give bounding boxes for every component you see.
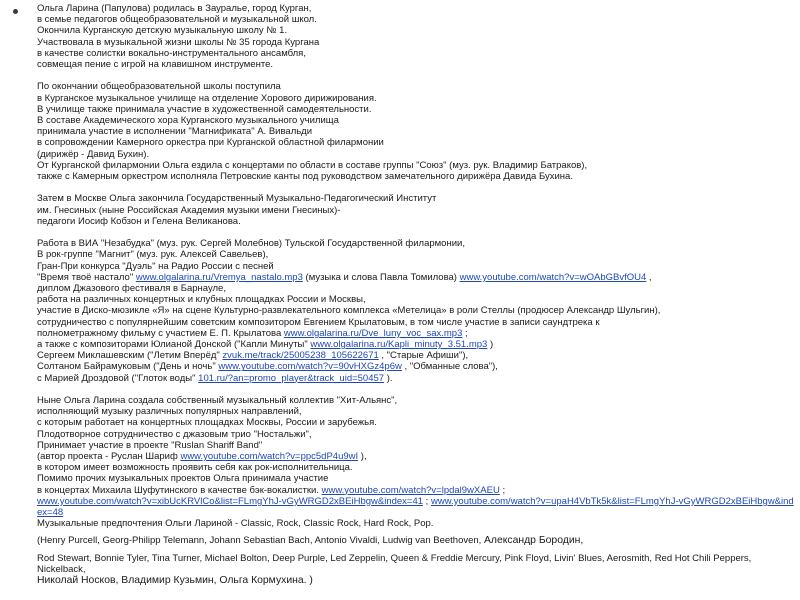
text-line: в котором имеет возможность проявить себя как рок-исполнительница.: [37, 462, 353, 474]
paragraph-gap: [37, 384, 795, 395]
text-fragment: Сергеем Миклашевским ("Летим Вперёд": [37, 350, 223, 362]
text-line: принимала участие в исполнении "Магнификата" А. Вивальди: [37, 126, 313, 138]
text-fragment: ;: [462, 327, 468, 339]
text-fragment: ).: [384, 372, 393, 384]
text-line: исполняющий музыку различных популярных направлений,: [37, 406, 302, 418]
text-line: участие в Диско-мюзикле «Я» на сцене Культурно-развлекательного комплекса «Метелица» в роли Стеллы (продюсер Александр Шульгин),: [37, 305, 661, 317]
text-line: диплом Джазового фестиваля в Барнауле,: [37, 283, 226, 295]
biography-text: [37, 3, 795, 586]
text-line: Работа в ВИА "Незабудка" (муз. рук. Сергей Молебнов) Тульской Государственной филармонии,: [37, 238, 465, 250]
text-line: (дирижёр - Давид Бухин).: [37, 148, 150, 160]
text-line-with-links: [37, 496, 795, 518]
text-fragment: полнометражному фильму с участием Е. П. Крылатова: [37, 327, 284, 339]
text-line-with-links: [37, 485, 795, 496]
text-line: От Курганской филармонии Ольга ездила с концертами по области в составе группы "Союз" (муз. рук. Владимир Батраков),: [37, 159, 588, 171]
text-line: В рок-группе "Магнит" (муз. рук. Алексей Савельев),: [37, 249, 269, 261]
text-line-with-links: [37, 373, 795, 384]
text-fragment: Александр Бородин,: [483, 535, 584, 547]
text-line: педагоги Иосиф Кобзон и Гелена Великанова.: [37, 215, 241, 227]
text-line: Rod Stewart, Bonnie Tyler, Tina Turner, Michael Bolton, Deep Purple, Led Zeppelin, Queen & Freddie Mercury, Pink Floyd, Livin' Blues, Aerosmith, Red Hot Chili Peppers, Nickelback,: [37, 552, 752, 575]
text-line: Николай Носков, Владимир Кузьмин, Ольга Кормухина. ): [37, 575, 313, 587]
text-fragment: "Время твоё настало": [37, 271, 136, 283]
text-fragment: (Henry Purcell, Georg-Philipp Telemann, Johann Sebastian Bach, Antonio Vivaldi, Ludwig van Beethoven,: [37, 535, 484, 547]
text-line-with-links: [37, 350, 795, 361]
text-line: в сопровождении Камерного оркестра при Курганской областной филармонии: [37, 137, 384, 149]
youtube-link-shufutinsky-2[interactable]: www.youtube.com/watch?v=xibUcKRVlCo&list=FLmgYhJ-vGyWRGD2xBEiHbgw&index=41: [37, 495, 424, 507]
text-line: с которым работает на концертных площадках Москвы, России и зарубежья.: [37, 417, 377, 429]
text-fragment: с Марией Дроздовой ("Глоток воды": [37, 372, 199, 384]
youtube-link-vremya-nastalo[interactable]: www.youtube.com/watch?v=wOAbGBvfOU4: [459, 271, 647, 283]
text-line: Ныне Ольга Ларина создала собственный музыкальный коллектив "Хит-Альянс",: [37, 395, 398, 407]
text-line: Принимает участие в проекте "Ruslan Shariff Band": [37, 439, 263, 451]
text-line: Затем в Москве Ольга закончила Государственный Музыкально-Педагогический Институт: [37, 193, 437, 205]
text-line: в семье педагогов общеобразовательной и музыкальной школ.: [37, 14, 317, 26]
text-line-with-links: [37, 361, 795, 372]
text-line-with-links: [37, 328, 795, 339]
text-line: Ольга Ларина (Папулова) родилась в Зауралье, город Курган,: [37, 3, 312, 14]
text-fragment: ;: [423, 495, 431, 507]
text-line: также с Камерным оркестром исполняла Петровские канты под руководством замечательного дирижёра Давида Бухина.: [37, 171, 573, 183]
text-line: Участвовала в музыкальной жизни школы № 35 города Кургана: [37, 36, 320, 48]
mp3-link-vremya-nastalo[interactable]: www.olgalarina.ru/Vremya_nastalo.mp3: [135, 271, 303, 283]
text-line: Музыкальные предпочтения Ольги Лариной - Classic, Rock, Classic Rock, Hard Rock, Pop.: [37, 518, 434, 530]
radio-link-glotok-vody[interactable]: 101.ru/?an=promo_player&track_uid=50457: [198, 372, 385, 384]
text-line-with-links: [37, 339, 795, 350]
text-fragment: (автор проекта - Руслан Шариф: [37, 451, 181, 463]
text-line: совмещая пение с игрой на клавишном инструменте.: [37, 59, 273, 71]
text-line: Плодотворное сотрудничество с джазовым трио "Ностальжи",: [37, 428, 312, 440]
text-fragment: ;: [499, 484, 506, 496]
text-line: в качестве солистки вокально-инструментального ансамбля,: [37, 47, 306, 59]
text-line: им. Гнесиных (ныне Российская Академия музыки имени Гнесиных)-: [37, 204, 341, 216]
text-fragment: а также с композиторами Юлианой Донской ("Капли Минуты": [37, 339, 311, 351]
text-line: в Курганское музыкальное училище на отделение Хорового дирижирования.: [37, 92, 377, 104]
youtube-link-shufutinsky-1[interactable]: www.youtube.com/watch?v=lpdal9wXAEU: [321, 484, 500, 496]
text-fragment: , "Обманные слова"),: [401, 361, 498, 373]
mp3-link-kapli-minuty[interactable]: www.olgalarina.ru/Kapli_minuty_3.51.mp3: [310, 339, 488, 351]
text-line-with-links: [37, 272, 795, 283]
text-line: работа на различных концертных и клубных площадках России и Москвы,: [37, 294, 366, 306]
bullet-marker: [13, 9, 18, 14]
text-line: По окончании общеобразовательной школы поступила: [37, 81, 281, 93]
text-fragment: (музыка и слова Павла Томилова): [302, 271, 460, 283]
mp3-link-dve-luny[interactable]: www.olgalarina.ru/Dve_luny_voc_sax.mp3: [283, 327, 463, 339]
text-line-with-links: [37, 451, 795, 462]
text-fragment: Солтаном Байрамуковым ("День и ночь": [37, 361, 219, 373]
paragraph-gap: [37, 70, 795, 81]
youtube-link-shufutinsky-3[interactable]: www.youtube.com/watch?v=upaH4VbTk5k&list=FLmgYhJ-vGyWRGD2xBEiHbgw&index=48: [37, 495, 794, 519]
text-line: Гран-При конкурса "Дуэль" на Радио России с песней: [37, 260, 274, 272]
text-line: В училище также принимала участие в художественной самодеятельности.: [37, 103, 372, 115]
zvuk-link-letim-vpered[interactable]: zvuk.me/track/25005238_105622671: [222, 350, 379, 362]
paragraph-gap: [37, 227, 795, 238]
text-line: сотрудничество с популярнейшим советским композитором Евгением Крылатовым, в том числе участие в записи саундтрека к: [37, 316, 600, 328]
text-line: [37, 535, 795, 546]
text-line: Помимо прочих музыкальных проектов Ольга принимала участие: [37, 473, 329, 485]
text-line: Окончила Курганскую детскую музыкальную школу № 1.: [37, 25, 288, 37]
text-fragment: ): [487, 339, 494, 351]
text-line: В составе Академического хора Курганского музыкального училища: [37, 115, 339, 127]
youtube-link-den-i-noch[interactable]: www.youtube.com/watch?v=90vHXGz4p6w: [218, 361, 402, 373]
text-fragment: , "Старые Афиши"),: [378, 350, 469, 362]
text-fragment: ,: [646, 271, 652, 283]
paragraph-gap: [37, 182, 795, 193]
text-fragment: в концертах Михаила Шуфутинского в качестве бэк-вокалистки.: [37, 484, 322, 496]
youtube-link-ruslan-shariff[interactable]: www.youtube.com/watch?v=ppc5dP4u9wI: [180, 451, 359, 463]
text-fragment: ),: [358, 451, 367, 463]
